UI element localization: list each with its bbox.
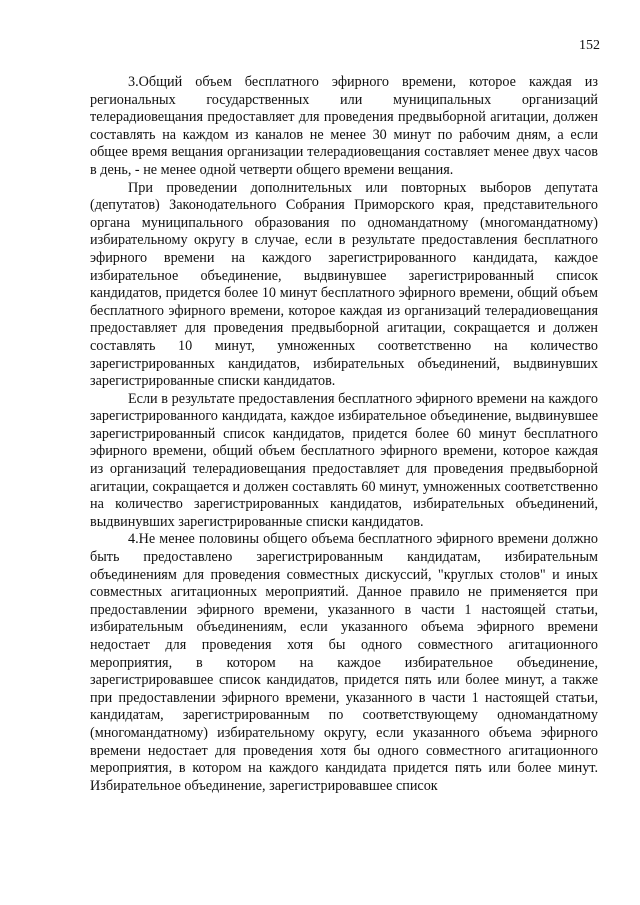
paragraph-additional-elections: При проведении дополнительных или повторных выборов депутата (депутатов) Законодательного Собрания Приморского края, представительного органа муниципального образования по одномандатному (многомандатному) избирательному округу в случае, если в результате предоставления бесплатного эфирного времени на каждого зарегистрированного кандидата, каждое избирательное объединение, выдвинувшее зарегистрированный список кандидатов, придется более 10 минут бесплатного эфирного времени, общий объем бесплатного эфирного времени, которое каждая из организаций телерадиовещания предоставляет для проведения предвыборной агитации, сокращается и должен составлять 10 минут, умноженных соответственно на количество зарегистрированных кандидатов, избирательных объединений, выдвинувших зарегистрированные списки кандидатов.: [90, 179, 598, 390]
document-body: [90, 74, 598, 795]
paragraph-60-minutes-rule: Если в результате предоставления бесплатного эфирного времени на каждого зарегистрированного кандидата, каждое избирательное объединение, выдвинувшее зарегистрированный список кандидатов, придется более 60 минут бесплатного эфирного времени, общий объем бесплатного эфирного времени, которое каждая из организаций телерадиовещания предоставляет для проведения предвыборной агитации, сокращается и должен составлять 60 минут, умноженных соответственно на количество зарегистрированных кандидатов, избирательных объединений, выдвинувших зарегистрированные списки кандидатов.: [90, 390, 598, 530]
paragraph-4-joint-events: 4.Не менее половины общего объема бесплатного эфирного времени должно быть предоставлено зарегистрированным кандидатам, избирательным объединениям для проведения совместных дискуссий, "круглых столов" и иных совместных агитационных мероприятий. Данное правило не применяется при предоставлении эфирного времени, указанного в части 1 настоящей статьи, избирательным объединениям, если указанного объема эфирного времени недостает для проведения хотя бы одного совместного агитационного мероприятия, в котором на каждое избирательное объединение, зарегистрировавшее список кандидатов, придется пять или более минут, а также при предоставлении эфирного времени, указанного в части 1 настоящей статьи, кандидатам, зарегистрированным по соответствующему одномандатному (многомандатному) избирательному округу, если указанного объема эфирного времени недостает для проведения хотя бы одного совместного агитационного мероприятия, в котором на каждого кандидата придется пять или более минут. Избирательное объединение, зарегистрировавшее список: [90, 531, 598, 794]
page-number: 152: [579, 38, 600, 53]
paragraph-3-airtime-volume: 3.Общий объем бесплатного эфирного времени, которое каждая из региональных государственных или муниципальных организаций телерадиовещания предоставляет для проведения предвыборной агитации, должен составлять на каждом из каналов не менее 30 минут по рабочим дням, а если общее время вещания организации телерадиовещания составляет менее двух часов в день, - не менее одной четверти общего времени вещания.: [90, 74, 598, 178]
